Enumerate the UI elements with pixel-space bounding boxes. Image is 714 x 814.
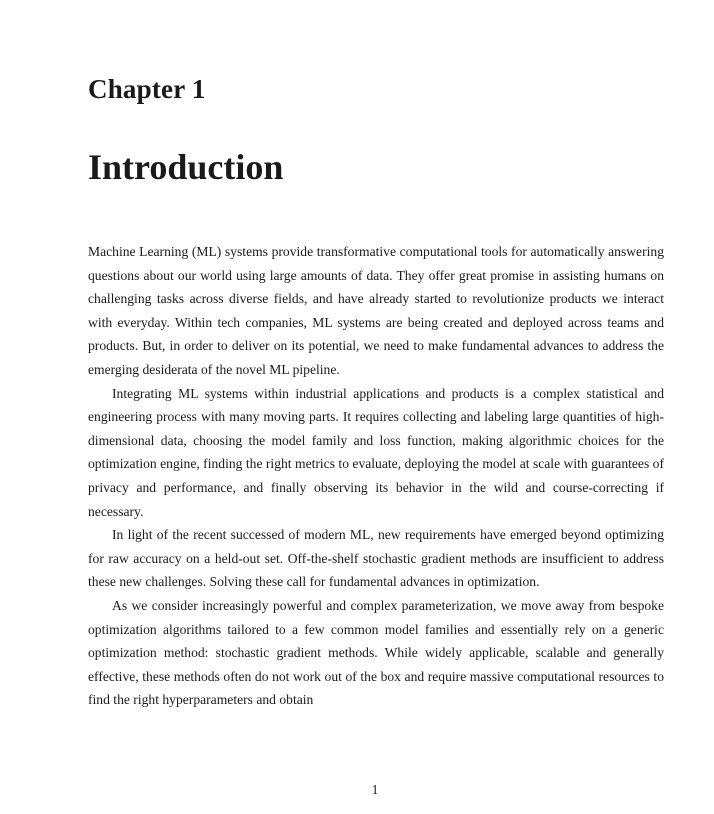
page-number: 1: [371, 782, 379, 797]
chapter-label: Chapter 1: [88, 74, 206, 104]
paragraph-2: Integrating ML systems within industrial applications and products is a complex statistical and engineering process with many moving parts. It requires collecting and labeling large quantities of high-dimensional data, choosing the model family and loss function, making algorithmic choices for the optimization engine, finding the right metrics to evaluate, deploying the model at scale with guarantees of privacy and performance, and finally observing its behavior in the wild and course-correcting if necessary.: [88, 385, 664, 519]
paragraph-3: In light of the recent successed of modern ML, new requirements have emerged beyond optimizing for raw accuracy on a held-out set. Off-the-shelf stochastic gradient methods are insufficient to address these new challenges. Solving these call for fundamental advances in optimization.: [88, 527, 664, 590]
paragraph-4: As we consider increasingly powerful and complex parameterization, we move away from bespoke optimization algorithms tailored to a few common model families and essentially rely on a generic optimization method: stochastic gradient methods. While widely applicable, scalable and generally effective, these methods often do not work out of the box and require massive computational resources to find the right hyperparameters and obtain: [88, 597, 664, 708]
chapter-body: [88, 240, 664, 712]
chapter-title: Introduction: [88, 147, 284, 187]
paragraph-1: Machine Learning (ML) systems provide transformative computational tools for automatically answering questions about our world using large amounts of data. They offer great promise in assisting humans on challenging tasks across diverse fields, and have already started to revolutionize products we interact with everyday. Within tech companies, ML systems are being created and deployed across teams and products. But, in order to deliver on its potential, we need to make fundamental advances to address the emerging desiderata of the novel ML pipeline.: [88, 244, 664, 377]
